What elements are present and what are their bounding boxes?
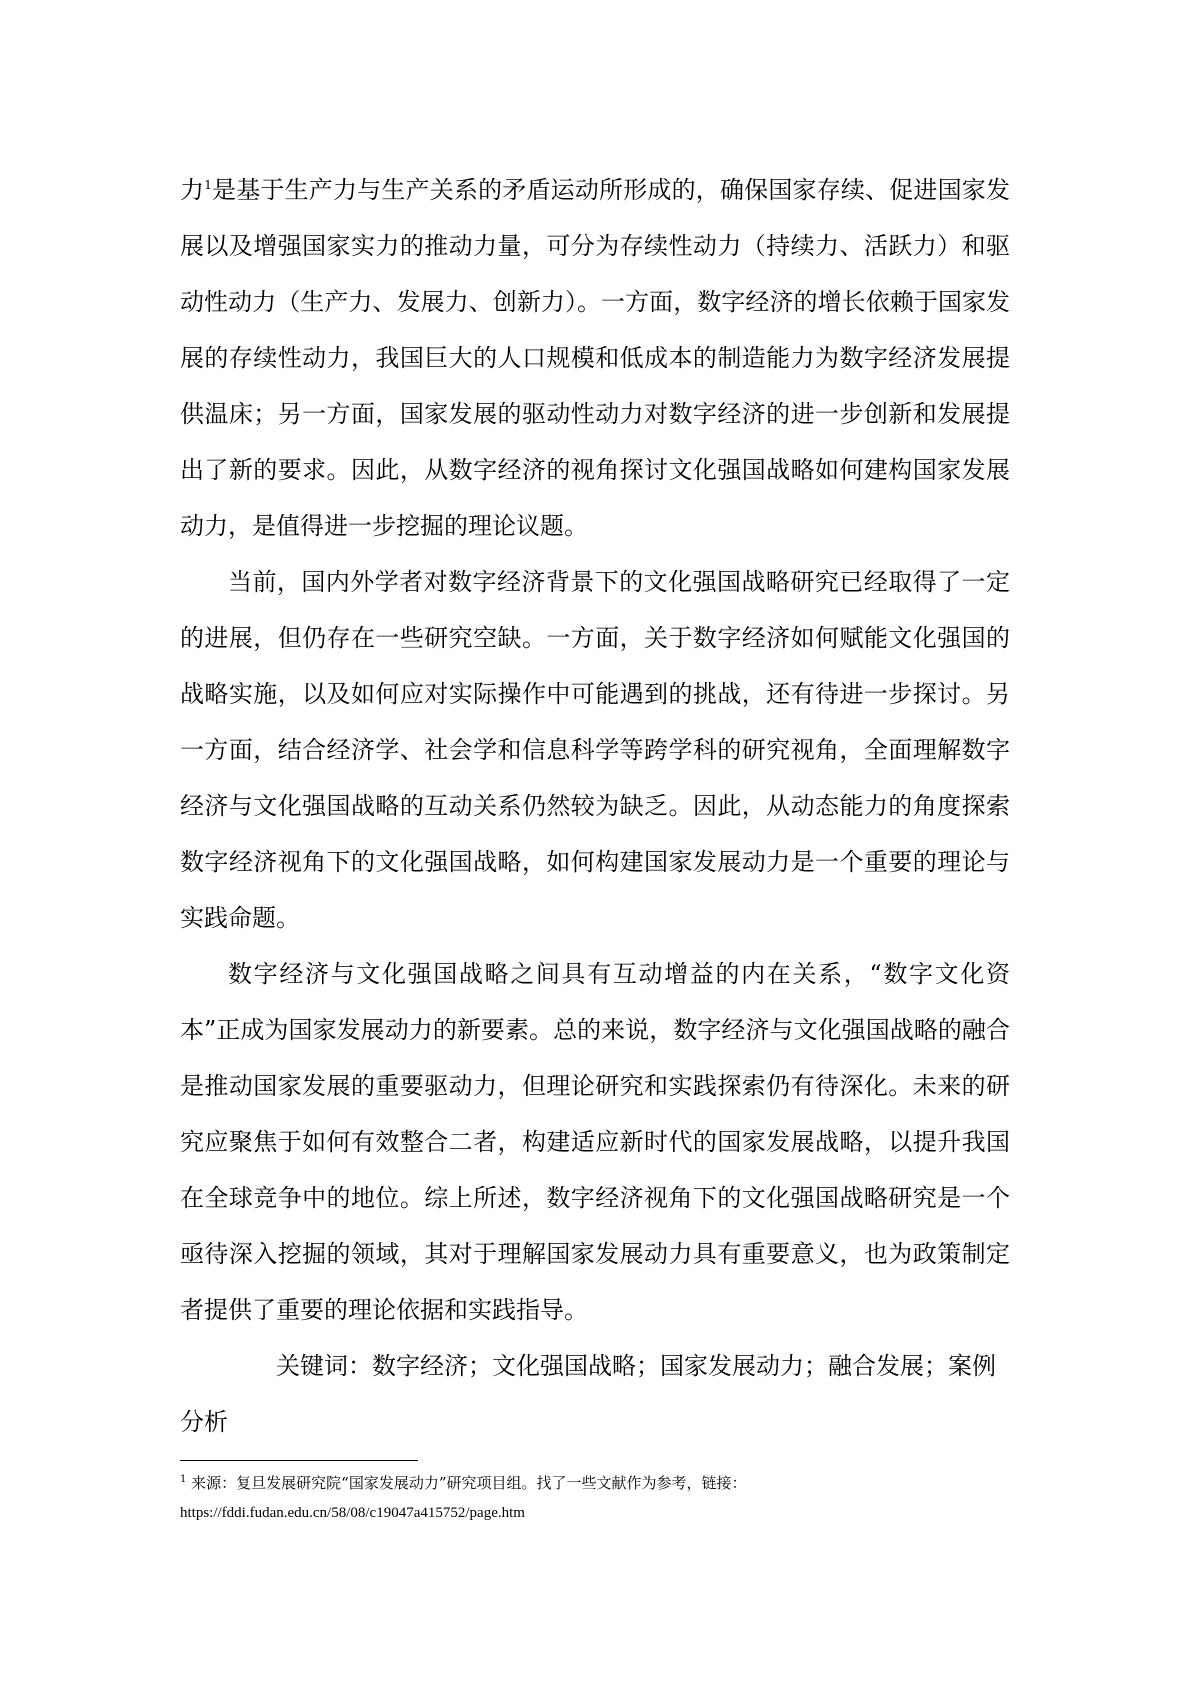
paragraph-1-text: 是基于生产力与生产关系的矛盾运动所形成的，确保国家存续、促进国家发展以及增强国家实力的推动力量，可分为存续性动力（持续力、活跃力）和驱动性动力（生产力、发展力、创新力）。一方面，数字经济的增长依赖于国家发展的存续性动力，我国巨大的人口规模和低成本的制造能力为数字经济发展提供温床；另一方面，国家发展的驱动性动力对数字经济的进一步创新和发展提出了新的要求。因此，从数字经济的视角探讨文化强国战略如何建构国家发展动力，是值得进一步挖掘的理论议题。 <box>180 176 1010 540</box>
paragraph-1 <box>180 162 1010 554</box>
paragraph-1-lead: 力 <box>180 176 205 204</box>
footnote-text-line <box>180 1468 1020 1498</box>
paragraph-3: 数字经济与文化强国战略之间具有互动增益的内在关系，“数字文化资本”正成为国家发展动力的新要素。总的来说，数字经济与文化强国战略的融合是推动国家发展的重要驱动力，但理论研究和实践探索仍有待深化。未来的研究应聚焦于如何有效整合二者，构建适应新时代的国家发展战略，以提升我国在全球竞争中的地位。综上所述，数字经济视角下的文化强国战略研究是一个亟待深入挖掘的领域，其对于理解国家发展动力具有重要意义，也为政策制定者提供了重要的理论依据和实践指导。 <box>180 960 1010 1324</box>
footnote <box>180 1468 1020 1528</box>
keywords-line: 关键词：数字经济；文化强国战略；国家发展动力；融合发展；案例分析 <box>180 1352 996 1436</box>
footnote-link[interactable]: https://fddi.fudan.edu.cn/58/08/c19047a415752/page.htm <box>180 1505 525 1521</box>
footnote-reference[interactable]: 1 <box>204 178 212 192</box>
footnote-marker: 1 <box>180 1474 187 1485</box>
footnote-divider <box>180 1460 418 1461</box>
body-text <box>180 162 1010 1450</box>
paragraph-2: 当前，国内外学者对数字经济背景下的文化强国战略研究已经取得了一定的进展，但仍存在一些研究空缺。一方面，关于数字经济如何赋能文化强国的战略实施，以及如何应对实际操作中可能遇到的挑战，还有待进一步探讨。另一方面，结合经济学、社会学和信息科学等跨学科的研究视角，全面理解数字经济与文化强国战略的互动关系仍然较为缺乏。因此，从动态能力的角度探索数字经济视角下的文化强国战略，如何构建国家发展动力是一个重要的理论与实践命题。 <box>180 568 1010 932</box>
footnote-text: 来源：复旦发展研究院“国家发展动力”研究项目组。找了一些文献作为参考，链接： <box>191 1474 747 1492</box>
